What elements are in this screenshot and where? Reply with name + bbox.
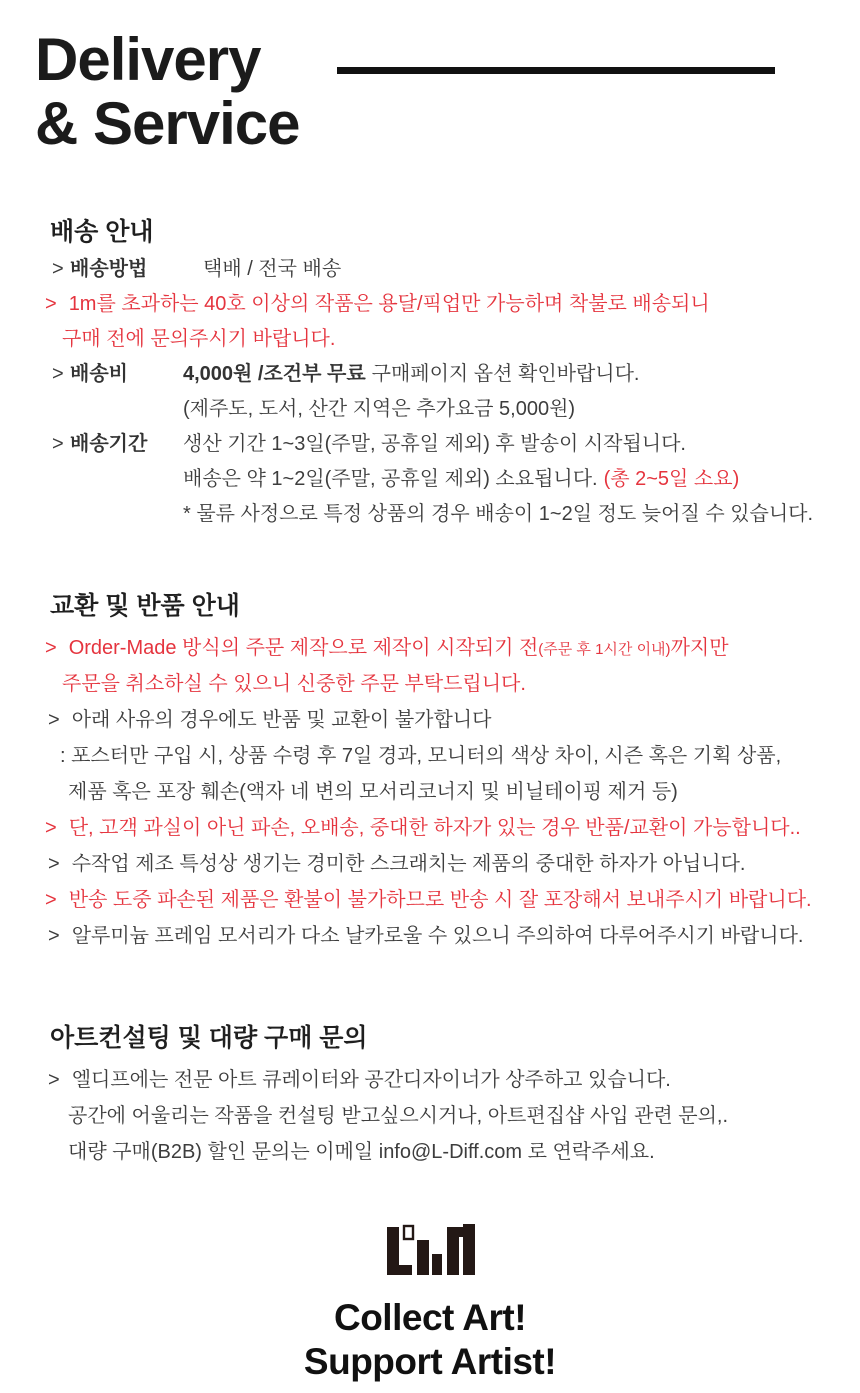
shipping-oversize-text1: 1m를 초과하는 40호 이상의 작품은 용달/픽업만 가능하며 착불로 배송되니 — [68, 293, 710, 315]
shipping-method-label: 배송방법 — [70, 258, 148, 280]
returns-noreturn-line2: : 포스터만 구입 시, 상품 수령 후 7일 경과, 모니터의 색상 차이, 시즌 혹은 기획 상품, — [60, 745, 782, 767]
shipping-period-line2-red: (총 2~5일 소요) — [603, 468, 740, 490]
bullet-icon: > — [45, 889, 57, 911]
bullet-icon: > — [45, 293, 57, 315]
returns-exception-line — [45, 810, 840, 846]
bullet-icon: > — [52, 363, 64, 385]
returns-ordermade-post: 까지만 — [670, 637, 729, 659]
consulting-heading: 아트컨설팅 및 대량 구매 문의 — [50, 1024, 368, 1052]
returns-frame-line — [45, 918, 840, 954]
returns-scratch-text: 수작업 제조 특성상 생기는 경미한 스크래치는 제품의 중대한 하자가 아닙니다. — [71, 853, 746, 875]
returns-heading: 교환 및 반품 안내 — [50, 592, 240, 620]
returns-noreturn-text1: 아래 사유의 경우에도 반품 및 교환이 불가합니다 — [71, 709, 492, 731]
consulting-body — [45, 1062, 840, 1170]
shipping-fee-value — [183, 357, 639, 392]
consulting-text1: 엘디프에는 전문 아트 큐레이터와 공간디자이너가 상주하고 있습니다. — [71, 1069, 671, 1091]
slogan-line1: Collect Art! — [333, 1297, 527, 1338]
page-title-line1: Delivery — [35, 26, 261, 93]
consulting-line3: 대량 구매(B2B) 할인 문의는 이메일 info@L-Diff.com 로 연락주세요. — [68, 1141, 655, 1163]
l-diff-logo — [384, 1222, 476, 1280]
returns-noreturn-line1 — [45, 702, 840, 738]
shipping-body — [45, 252, 840, 532]
consulting-line2: 공간에 어울리는 작품을 컨설팅 받고싶으시거나, 아트편집샵 사입 관련 문의,. — [68, 1105, 729, 1127]
returns-ordermade-line2: 주문을 취소하실 수 있으니 신중한 주문 부탁드립니다. — [62, 673, 526, 695]
slogan-line2: Support Artist! — [303, 1341, 557, 1382]
l-diff-logo-icon — [384, 1222, 476, 1275]
bullet-icon: > — [45, 637, 57, 659]
shipping-period-line2 — [45, 462, 840, 497]
consulting-line1 — [45, 1062, 840, 1098]
shipping-fee-row — [45, 357, 840, 392]
shipping-period-row — [45, 427, 840, 462]
shipping-heading: 배송 안내 — [50, 218, 154, 246]
shipping-period-label: 배송기간 — [70, 433, 148, 455]
shipping-method-value: 택배 / 전국 배송 — [203, 258, 342, 280]
bullet-icon: > — [52, 258, 64, 280]
returns-returnship-line — [45, 882, 840, 918]
bullet-icon: > — [48, 709, 60, 731]
shipping-period-line1: 생산 기간 1~3일(주말, 공휴일 제외) 후 발송이 시작됩니다. — [183, 433, 686, 455]
returns-ordermade-line1 — [45, 630, 840, 666]
shipping-fee-note: (제주도, 도서, 산간 지역은 추가요금 5,000원) — [183, 398, 576, 420]
returns-scratch-line — [45, 846, 840, 882]
returns-ordermade-small: (주문 후 1시간 이내) — [538, 641, 671, 658]
bullet-icon: > — [45, 817, 57, 839]
title-rule-line — [337, 67, 775, 74]
bullet-icon: > — [52, 433, 64, 455]
bullet-icon: > — [48, 853, 60, 875]
shipping-oversize-line2: 구매 전에 문의주시기 바랍니다. — [62, 328, 336, 350]
returns-returnship-text: 반송 도중 파손된 제품은 환불이 불가하므로 반송 시 잘 포장해서 보내주시기 바랍니다. — [68, 889, 812, 911]
bullet-icon: > — [48, 1069, 60, 1091]
shipping-method-row — [45, 252, 840, 287]
returns-exception-text: 단, 고객 과실이 아닌 파손, 오배송, 중대한 하자가 있는 경우 반품/교환이 가능합니다.. — [68, 817, 801, 839]
page-title — [35, 28, 300, 156]
returns-noreturn-line3: 제품 혹은 포장 훼손(액자 네 변의 모서리코너지 및 비닐테이핑 제거 등) — [68, 781, 678, 803]
page-title-line2: & Service — [35, 90, 300, 157]
shipping-oversize-line1 — [45, 287, 840, 322]
shipping-fee-rest: 구매페이지 옵션 확인바랍니다. — [371, 363, 640, 385]
shipping-fee-bold: 4,000원 /조건부 무료 — [183, 363, 366, 385]
bullet-icon: > — [48, 925, 60, 947]
returns-frame-text: 알루미늄 프레임 모서리가 다소 날카로울 수 있으니 주의하여 다루어주시기 바랍니다. — [71, 925, 804, 947]
footer-slogan — [0, 1296, 860, 1384]
shipping-fee-label: 배송비 — [70, 363, 128, 385]
returns-body — [45, 630, 840, 954]
returns-ordermade-pre: Order-Made 방식의 주문 제작으로 제작이 시작되기 전 — [68, 637, 539, 659]
shipping-period-line2-text: 배송은 약 1~2일(주말, 공휴일 제외) 소요됩니다. — [183, 468, 598, 490]
shipping-period-line3: * 물류 사정으로 특정 상품의 경우 배송이 1~2일 정도 늦어질 수 있습니다. — [183, 503, 814, 525]
